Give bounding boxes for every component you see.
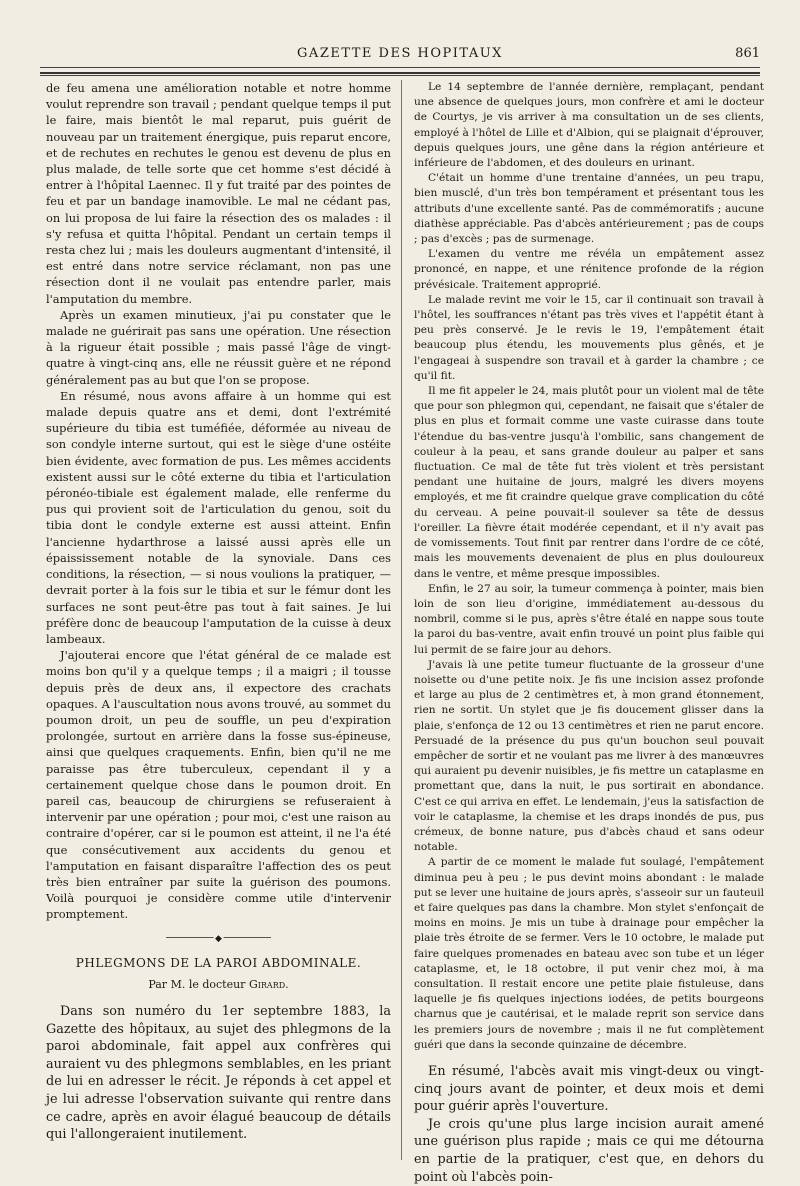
paragraph: J'avais là une petite tumeur fluctuante de la grosseur d'une noisette ou d'une petite noix. Je fis une incision assez profonde et large au plus de 2 centimètres et, à mon grand étonnement, rien ne sortit. Un stylet que je fis doucement glisser dans la plaie, s'enfonça de 12 ou 13 centimètres et rien ne parut encore. Persuadé de la présence du pus qu'un bouchon seul pouvait empêcher de sortir et ne voulant pas me livrer à des manœuvres qui auraient pu devenir nuisibles, je fis mettre un cataplasme en promettant que, dans la nuit, le pus sortirait en abondance. C'est ce qui arriva en effet. Le lendemain, j'eus la satisfaction de voir le cataplasme, la chemise et les draps inondés de pus, pus crémeux, de bonne nature, pus d'abcès chaud et sans odeur notable. bbox=[414, 658, 764, 854]
paragraph: Le 14 septembre de l'année dernière, remplaçant, pendant une absence de quelques jours, mon confrère et ami le docteur de Courtys, je vis arriver à ma consultation un de ses clients, employé à l'hôtel de Lille et d'Albion, qui se plaignait d'éprouver, depuis quelques jours, une gêne dans la région antérieure et inférieure de l'abdomen, et des douleurs en urinant. bbox=[414, 81, 764, 170]
header-rule-lower bbox=[40, 75, 760, 76]
paragraph: C'était un homme d'une trentaine d'années, un peu trapu, bien musclé, d'un très bon tempérament et présentant tous les attributs d'une excellente santé. Pas de commémoratifs ; aucune diathèse appréciable. Pas d'abcès antérieurement ; pas de coups ; pas d'excès ; pas de surmenage. bbox=[414, 172, 764, 246]
right-column bbox=[414, 80, 764, 1186]
paragraph: En résumé, nous avons affaire à un homme qui est malade depuis quatre ans et demi, dont l'extrémité supérieure du tibia est tuméfiée, déformée au niveau de son condyle interne surtout, qui est le siège d'une ostéite bien évidente, avec formation de pus. Les mêmes accidents existent aussi sur le côté externe du tibia et l'articulation péronéo-tibiale est également malade, elle renferme du pus qui provient soit de l'articulation du genou, soit du tibia dont le condyle externe est aussi atteint. Enfin l'ancienne hydarthrose a laissé aussi après elle un épaississement notable de la synoviale. Dans ces conditions, la résection, — si nous voulions la pratiquer, — devrait porter à la fois sur le tibia et sur le fémur dont les surfaces ne sont peut-être pas tout à fait saines. Je lui préfère donc de beaucoup l'amputation de la cuisse à deux lambeaux. bbox=[46, 388, 391, 646]
paragraph: A partir de ce moment le malade fut soulagé, l'empâtement diminua peu à peu ; le pus devint moins abondant : le malade put se lever une huitaine de jours après, s'asseoir sur un fauteuil et faire quelques pas dans la chambre. Mon stylet s'enfonçait de moins en moins. Je mis un tube à drainage pour empêcher la plaie très étroite de se fermer. Vers le 10 octobre, le malade put faire quelques promenades en bateau avec son tube et un léger cataplasme, et, le 18 octobre, il put venir chez moi, à ma consultation. Il restait encore une petite plaie fistuleuse, dans laquelle je fis quelques injections iodées, de petits bourgeons charnus que je cautérisai, et le malade reprit son service dans les premiers jours de novembre ; mais il ne fut complètement guéri que dans la seconde quinzaine de décembre. bbox=[414, 856, 764, 1051]
paragraph: L'examen du ventre me révéla un empâtement assez prononcé, en nappe, et une rénitence profonde de la région prévésicale. Traitement approprié. bbox=[414, 248, 764, 291]
page-header bbox=[40, 44, 760, 66]
paragraph: J'ajouterai encore que l'état général de ce malade est moins bon qu'il y a quelque temps ; il a maigri ; il tousse depuis près de deux ans, il expectore des crachats opaques. A l'auscultation nous avons trouvé, au sommet du poumon droit, un peu de souffle, un peu d'expiration prolongée, surtout en arrière dans la fosse sus-épineuse, ainsi que quelques craquements. Enfin, bien qu'il ne me paraisse pas être tuberculeux, cependant il y a certainement quelque chose dans le poumon droit. En pareil cas, beaucoup de chirurgiens se refuseraient à intervenir par une opération ; pour moi, c'est une raison au contraire d'opérer, car si le poumon est atteint, il ne l'a été que consécutivement aux accidents du genou et l'amputation en faisant disparaître l'affection des os peut très bien entraîner par suite la guérison des poumons. Voilà pourquoi je considère comme utile d'intervenir promptement. bbox=[46, 648, 391, 922]
section-separator bbox=[46, 931, 391, 945]
byline-prefix: Par M. le docteur bbox=[148, 977, 246, 991]
conclusion-paragraph: Je crois qu'une plus large incision aurait amené une guérison plus rapide ; mais ce qui me détourna en partie de la pratiquer, c'est que, en dehors du point où l'abcès poin- bbox=[414, 1116, 764, 1185]
journal-title: GAZETTE DES HOPITAUX bbox=[297, 46, 503, 61]
paragraph: Le malade revint me voir le 15, car il continuait son travail à l'hôtel, les souffrances n'étant pas très vives et l'appétit étant à peu près conservé. Je le revis le 19, l'empâtement était beaucoup plus étendu, les mouvements plus gênés, et je l'engageai à suspendre son travail et à garder la chambre ; ce qu'il fit. bbox=[414, 293, 764, 382]
section-title: PHLEGMONS DE LA PAROI ABDOMINALE. bbox=[75, 955, 362, 970]
separator-ornament: ◆ bbox=[213, 931, 224, 947]
page-number: 861 bbox=[735, 46, 760, 61]
intro-paragraph: Dans son numéro du 1er septembre 1883, la Gazette des hôpitaux, au sujet des phlegmons de la paroi abdominale, fait appel aux confrères qui auraient vu des phlegmons semblables, en les priant de lui en adresser le récit. Je réponds à cet appel et je lui adresse l'observation suivante qui rentre dans ce cadre, après en avoir élagué beaucoup de détails qui l'allongeraient inutilement. bbox=[46, 1003, 391, 1143]
paragraph: Après un examen minutieux, j'ai pu constater que le malade ne guérirait pas sans une opération. Une résection à la rigueur était possible ; mais passé l'âge de vingt-quatre à vingt-cinq ans, elle ne réussit guère et ne répond généralement pas au but que l'on se propose. bbox=[46, 307, 391, 387]
author-name: Girard. bbox=[248, 977, 289, 991]
column-divider bbox=[401, 80, 402, 1160]
header-rule bbox=[40, 67, 760, 68]
header-rule-thick bbox=[40, 72, 760, 74]
paragraph: Enfin, le 27 au soir, la tumeur commença à pointer, mais bien loin de son lieu d'origine, immédiatement au-dessous du nombril, comme si le pus, après s'être étalé en nappe sous toute la paroi du bas-ventre, avait enfin trouvé un point plus faible qui lui permit de se faire jour au dehors. bbox=[414, 582, 764, 656]
left-column bbox=[46, 80, 391, 1144]
paragraph: Il me fit appeler le 24, mais plutôt pour un violent mal de tête que pour son phlegmon qui, cependant, ne faisait que s'étaler de plus en plus et formait comme une vaste cuirasse dans toute l'étendue du bas-ventre jusqu'à l'ombilic, sans changement de couleur à la peau, et sans grande douleur au palper et sans fluctuation. Ce mal de tête fut très violent et très persistant pendant une huitaine de jours, malgré les divers moyens employés, et me fit craindre quelque grave complication du côté du cerveau. A peine pouvait-il soulever sa tête de dessus l'oreiller. La fièvre était modérée cependant, et il n'y avait pas de vomissements. Tout finit par rentrer dans l'ordre de ce côté, mais les mouvements devenaient de plus en plus douloureux dans le ventre, et même presque impossibles. bbox=[414, 385, 764, 580]
byline bbox=[46, 977, 391, 993]
conclusion-paragraph: En résumé, l'abcès avait mis vingt-deux ou vingt-cinq jours avant de pointer, et deux mois et demi pour guérir après l'ouverture. bbox=[414, 1064, 764, 1115]
paragraph: de feu amena une amélioration notable et notre homme voulut reprendre son travail ; pendant quelque temps il put le faire, mais bientôt le mal reparut, puis guérit de nouveau par un traitement énergique, puis reparut encore, et de rechutes en rechutes le genou est devenu de plus en plus malade, de telle sorte que cet homme s'est décidé à entrer à l'hôpital Laennec. Il y fut traité par des pointes de feu et par un bandage inamovible. Le mal ne cédant pas, on lui proposa de lui faire la résection des os malades : il s'y refusa et quitta l'hôpital. Pendant un certain temps il resta chez lui ; mais les douleurs augmentant d'intensité, il est entré dans notre service réclamant, non pas une résection dont il ne voulait pas entendre parler, mais l'amputation du membre. bbox=[46, 81, 391, 306]
